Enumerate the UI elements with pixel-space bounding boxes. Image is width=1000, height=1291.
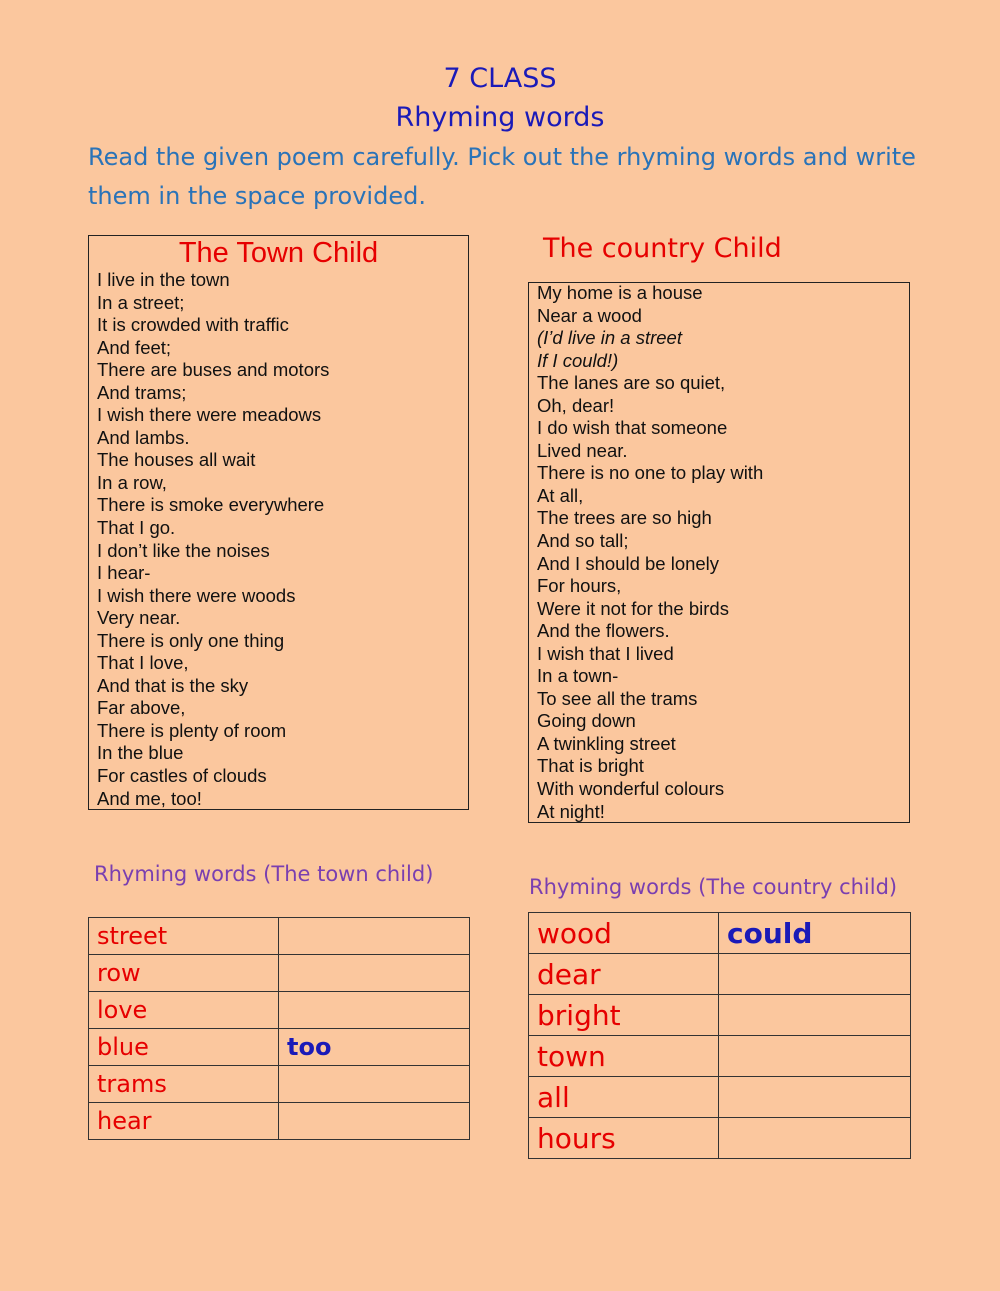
poem-line: The trees are so high [537, 507, 712, 529]
poem-line: Far above, [97, 697, 186, 719]
poem-line: Going down [537, 710, 636, 732]
answer-cell[interactable] [279, 1066, 470, 1103]
rhyme-word: row [89, 955, 279, 992]
table-row [89, 955, 470, 992]
poem-line: A twinkling street [537, 732, 676, 754]
table-row [89, 1066, 470, 1103]
class-title: 7 CLASS [443, 63, 557, 94]
rhyme-word: love [89, 992, 279, 1029]
poem-line: Very near. [97, 607, 181, 629]
answer-cell[interactable]: could [719, 913, 911, 954]
answer-cell[interactable] [719, 1077, 911, 1118]
poem-line: And trams; [97, 381, 187, 403]
answer-cell[interactable] [719, 995, 911, 1036]
poem-line: There is no one to play with [537, 462, 764, 484]
poem-line: That I love, [97, 652, 189, 674]
country-rhyming-label: Rhyming words (The country child) [529, 875, 898, 899]
country-poem-lines [537, 282, 763, 823]
poem-line: Oh, dear! [537, 394, 615, 416]
poem-line: At night! [537, 800, 605, 822]
poem-line: In a town- [537, 665, 619, 687]
table-row [89, 1103, 470, 1140]
poem-line: I do wish that someone [537, 417, 728, 439]
answer-cell[interactable] [279, 955, 470, 992]
rhyme-word: town [529, 1036, 719, 1077]
instructions: Read the given poem carefully. Pick out the rhyming words and write them in the space provided. [88, 143, 916, 210]
poem-line: The lanes are so quiet, [537, 372, 726, 394]
table-row [529, 913, 911, 954]
poem-line: That is bright [537, 755, 644, 777]
poem-line: And that is the sky [97, 674, 249, 696]
rhyme-word: all [529, 1077, 719, 1118]
rhyme-word: dear [529, 954, 719, 995]
poem-line: There is only one thing [97, 629, 285, 651]
country-rhyming-table [528, 912, 911, 1159]
table-row [529, 1118, 911, 1159]
poem-line: (I’d live in a street [537, 327, 682, 349]
rhyme-word: trams [89, 1066, 279, 1103]
town-poem-lines [97, 269, 329, 810]
rhyme-word: bright [529, 995, 719, 1036]
poem-line: And so tall; [537, 530, 629, 552]
town-poem-title: The Town Child [178, 237, 379, 269]
answer-cell[interactable] [279, 1103, 470, 1140]
poem-line: In the blue [97, 742, 184, 764]
table-row [529, 1077, 911, 1118]
rhyme-word: street [89, 918, 279, 955]
poem-line: To see all the trams [537, 687, 698, 709]
poem-line: In a row, [97, 471, 167, 493]
poem-line: And feet; [97, 336, 172, 358]
poem-line: I wish there were meadows [97, 404, 322, 426]
table-row [529, 995, 911, 1036]
poem-line: And the flowers. [537, 620, 670, 642]
town-rhyming-label: Rhyming words (The town child) [94, 862, 434, 886]
poem-line: I hear- [97, 562, 151, 584]
rhyme-word: hours [529, 1118, 719, 1159]
poem-line: The houses all wait [97, 449, 256, 471]
answer-cell[interactable] [719, 1118, 911, 1159]
rhyme-word: blue [89, 1029, 279, 1066]
poem-line: I live in the town [97, 269, 230, 290]
table-row [89, 1029, 470, 1066]
poem-line: I wish there were woods [97, 584, 296, 606]
poem-line: It is crowded with traffic [97, 314, 289, 336]
poem-line: Were it not for the birds [537, 597, 729, 619]
answer-cell[interactable] [279, 918, 470, 955]
poem-line: For hours, [537, 575, 622, 597]
poem-line: There is smoke everywhere [97, 494, 325, 516]
rhyme-word: wood [529, 913, 719, 954]
poem-line: And lambs. [97, 426, 190, 448]
poem-line: With wonderful colours [537, 778, 725, 800]
country-poem-title: The country Child [543, 233, 782, 264]
poem-line: That I go. [97, 517, 176, 539]
poem-line: In a street; [97, 291, 185, 313]
poem-line: There are buses and motors [97, 359, 330, 381]
table-row [529, 1036, 911, 1077]
poem-line: And me, too! [97, 787, 202, 809]
answer-cell[interactable] [719, 1036, 911, 1077]
poem-line: There is plenty of room [97, 719, 287, 741]
poem-line: If I could!) [537, 349, 619, 371]
answer-cell[interactable] [719, 954, 911, 995]
table-row [89, 918, 470, 955]
table-row [89, 992, 470, 1029]
poem-line: Lived near. [537, 439, 628, 461]
answer-cell[interactable]: too [279, 1029, 470, 1066]
answer-cell[interactable] [279, 992, 470, 1029]
poem-line: Near a wood [537, 304, 642, 326]
poem-line: At all, [537, 484, 584, 506]
poem-line: I wish that I lived [537, 642, 674, 664]
table-row [529, 954, 911, 995]
poem-line: And I should be lonely [537, 552, 720, 574]
town-rhyming-table [88, 917, 470, 1140]
rhyme-word: hear [89, 1103, 279, 1140]
poem-line: I don’t like the noises [97, 539, 270, 561]
topic-title: Rhyming words [395, 102, 605, 133]
poem-line: My home is a house [537, 282, 703, 303]
poem-line: For castles of clouds [97, 765, 267, 787]
